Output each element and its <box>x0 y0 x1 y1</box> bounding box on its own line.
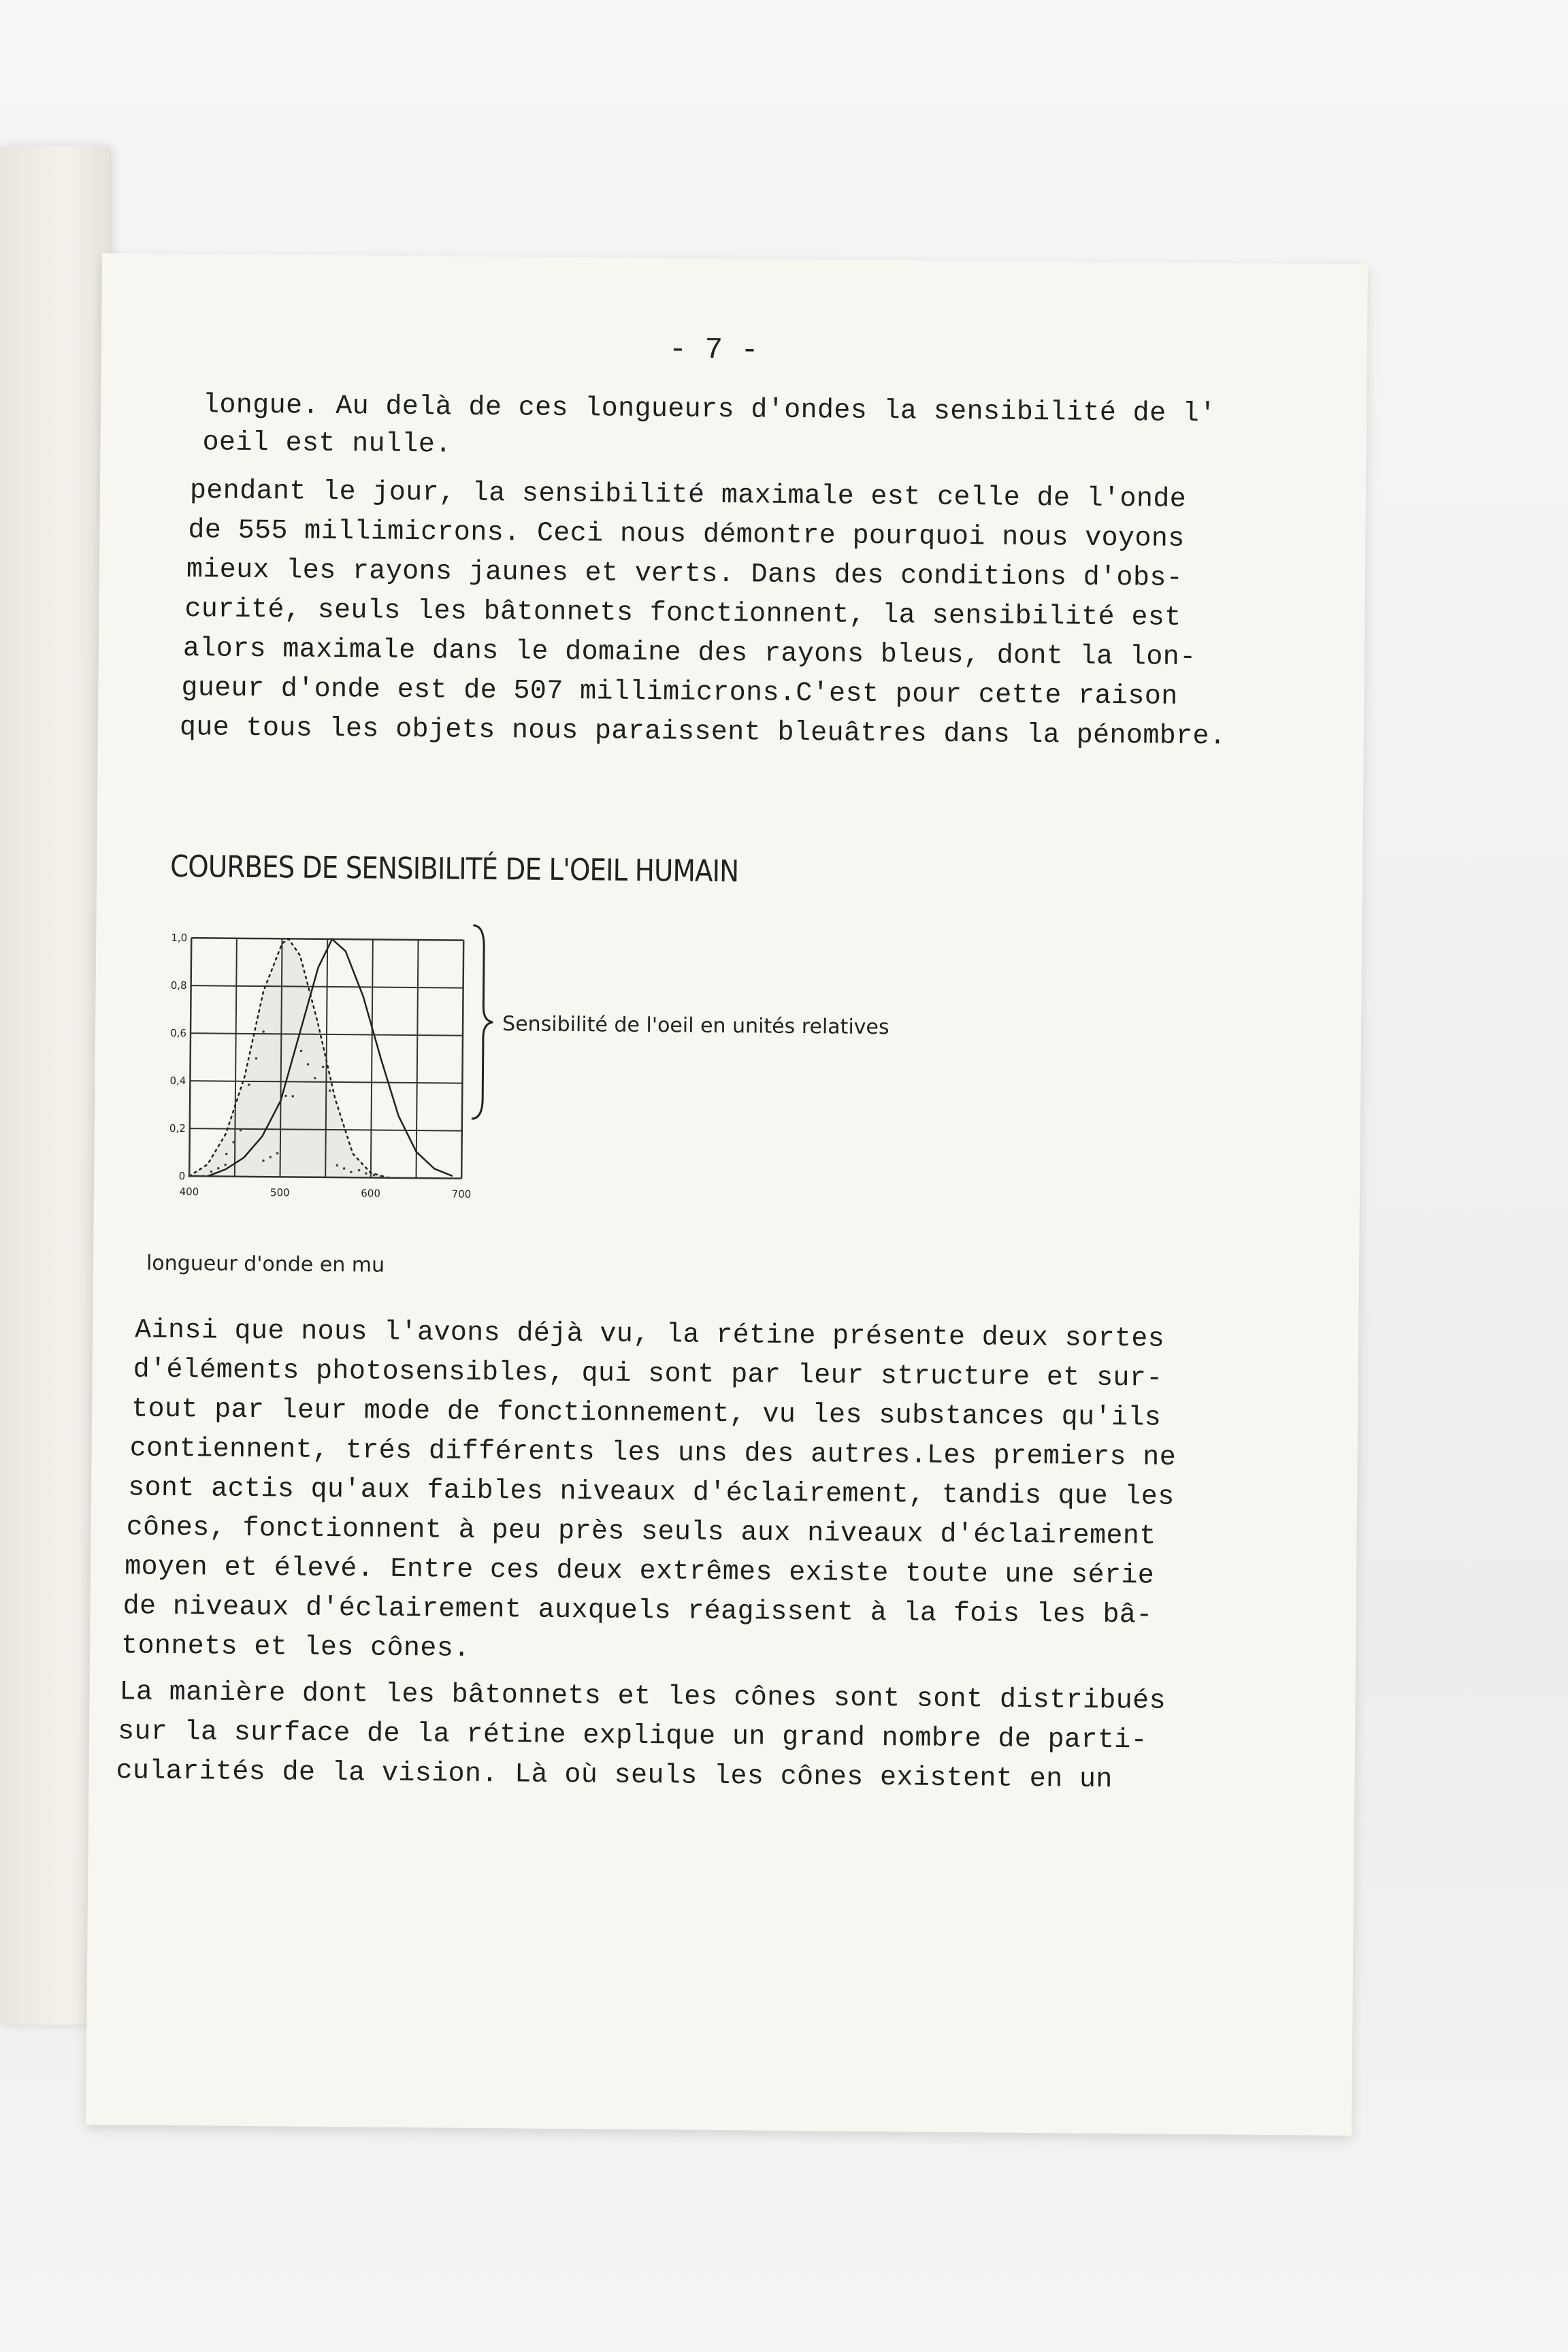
text-line: de 555 millimicrons. Ceci nous démontre pourquoi nous voyons <box>188 515 1185 555</box>
y-tick-label: 0,2 <box>169 1122 186 1135</box>
x-axis-label: longueur d'onde en mu <box>146 1251 385 1277</box>
series-point-scotopic <box>300 1049 303 1052</box>
x-tick-label: 400 <box>179 1186 199 1198</box>
y-tick-label: 1,0 <box>171 931 188 945</box>
text-line: tout par leur mode de fonctionnement, vu les substances qu'ils <box>131 1394 1162 1434</box>
series-point-scotopic <box>307 1063 310 1066</box>
series-point-scotopic <box>276 1152 279 1155</box>
series-point-scotopic <box>248 1083 250 1086</box>
text-line: longue. Au delà de ces longueurs d'ondes la sensibilité de l' <box>202 390 1216 430</box>
text-line: mieux les rayons jaunes et verts. Dans des conditions d'obs- <box>186 555 1183 594</box>
x-tick-label: 600 <box>361 1187 381 1200</box>
text-line: cularités de la vision. Là où seuls les cônes existent en un <box>116 1756 1113 1796</box>
series-point-scotopic <box>291 1095 294 1098</box>
grid-line-horizontal <box>191 938 463 940</box>
y-tick-label: 0,8 <box>170 979 187 992</box>
series-point-scotopic <box>269 1156 272 1158</box>
text-line: gueur d'onde est de 507 millimicrons.C'est pour cette raison <box>181 673 1178 713</box>
text-line: tonnets et les cônes. <box>120 1631 470 1665</box>
text-line: pendant le jour, la sensibilité maximale est celle de l'onde <box>189 476 1187 515</box>
series-point-scotopic <box>195 1175 198 1177</box>
series-point-scotopic <box>255 1057 258 1060</box>
series-point-scotopic <box>358 1169 361 1172</box>
text-line: Ainsi que nous l'avons déjà vu, la rétine présente deux sortes <box>134 1315 1165 1355</box>
series-point-scotopic <box>322 1066 325 1068</box>
series-point-scotopic <box>373 1174 376 1177</box>
y-tick-label: 0,4 <box>169 1074 186 1088</box>
series-point-scotopic <box>224 1164 227 1166</box>
text-line: sur la surface de la rétine explique un grand nombre de parti- <box>117 1716 1148 1757</box>
series-point-scotopic <box>262 1030 265 1033</box>
series-point-scotopic <box>225 1153 228 1156</box>
sensitivity-chart <box>155 924 512 1227</box>
series-point-scotopic <box>314 1077 316 1079</box>
grid-line-vertical <box>371 940 373 1178</box>
series-point-scotopic <box>343 1167 346 1170</box>
text-line: oeil est nulle. <box>202 427 452 461</box>
series-area-scotopic <box>189 938 391 1178</box>
y-axis-label: Sensibilité de l'oeil en unités relatives <box>502 1012 889 1040</box>
y-tick-label: 0,6 <box>170 1026 187 1040</box>
text-line: que tous les objets nous paraissent bleuâtres dans la pénombre. <box>179 713 1226 753</box>
x-tick-label: 500 <box>270 1186 290 1199</box>
text-line: cônes, fonctionnent à peu près seuls aux niveaux d'éclairement <box>126 1512 1156 1552</box>
text-line: La manière dont les bâtonnets et les cônes sont sont distribués <box>119 1677 1166 1717</box>
series-point-scotopic <box>387 1177 389 1179</box>
series-point-scotopic <box>240 1129 242 1132</box>
series-point-scotopic <box>350 1171 353 1173</box>
document-page <box>86 253 1368 2136</box>
grid-line-vertical <box>416 940 418 1178</box>
series-point-scotopic <box>262 1160 265 1162</box>
text-line: sont actis qu'aux faibles niveaux d'éclairement, tandis que les <box>127 1473 1175 1513</box>
page-number: - 7 - <box>668 333 760 368</box>
series-point-scotopic <box>336 1164 339 1166</box>
series-point-scotopic <box>232 1141 235 1144</box>
text-line: d'éléments photosensibles, qui sont par leur structure et sur- <box>133 1354 1163 1394</box>
text-line: contiennent, trés différents les uns des autres.Les premiers ne <box>129 1433 1177 1473</box>
x-tick-label: 700 <box>451 1188 472 1200</box>
series-point-scotopic <box>188 1175 191 1177</box>
series-point-scotopic <box>217 1167 220 1170</box>
y-tick-label: 0 <box>178 1170 186 1183</box>
text-line: moyen et élevé. Entre ces deux extrêmes existe toute une série <box>124 1552 1155 1592</box>
text-line: curité, seuls les bâtonnets fonctionnent, la sensibilité est <box>184 594 1181 634</box>
series-point-scotopic <box>365 1172 368 1175</box>
grid-line-vertical <box>461 941 463 1179</box>
series-point-scotopic <box>202 1175 205 1177</box>
series-point-scotopic <box>210 1171 213 1173</box>
figure-heading: COURBES DE SENSIBILITÉ DE L'OEIL HUMAIN <box>169 849 739 889</box>
text-line: alors maximale dans le domaine des rayons bleus, dont la lon- <box>182 634 1196 674</box>
brace-icon <box>468 920 497 1124</box>
series-point-scotopic <box>380 1175 382 1178</box>
grid-line-vertical <box>189 938 191 1176</box>
series-point-scotopic <box>284 1095 287 1098</box>
series-point-scotopic <box>329 1090 331 1092</box>
text-line: de niveaux d'éclairement auxquels réagissent à la fois les bâ- <box>122 1591 1153 1631</box>
